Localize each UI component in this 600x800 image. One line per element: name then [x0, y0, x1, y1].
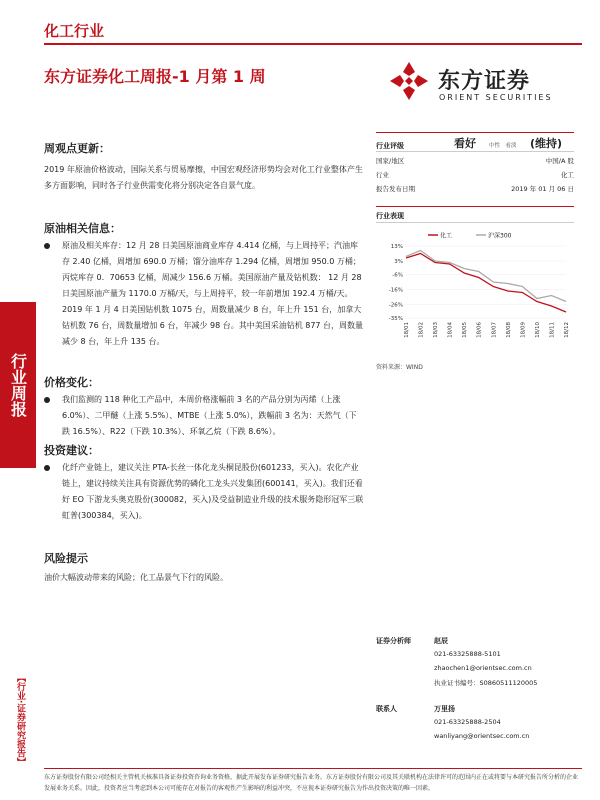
- report-title: 东方证券化工周报-1 月第 1 周: [44, 67, 266, 86]
- performance-heading: 行业表现: [376, 212, 404, 220]
- disclaimer-text: 东方证券股份有限公司经相关主管机关核准具备证券投资咨询业务资格，据此开展发布证券研究报告业务。东方证券股份有限公司及其关联机构在法律许可的范围内正在或将要与本研究报告所分析的企业发展业务关系。因此，投资者应当考虑到本公司可能存在对报告的客观性产生影响的利益冲突，不应视本证券研究报告为作出投资决策的唯一因素。: [44, 774, 579, 792]
- performance-chart: [376, 228, 574, 356]
- analyst-name: 赵辰: [434, 637, 448, 645]
- info-row: [376, 170, 574, 179]
- bullet-icon: [44, 243, 50, 249]
- legend-label: 沪深300: [488, 232, 512, 240]
- y-tick-label: 3%: [394, 259, 403, 265]
- view-body: 2019 年原油价格波动，国际关系与贸易摩擦，中国宏观经济形势均会对化工行业整体产生多方面影响，同时各子行业供需变化将分别决定各自景气度。: [44, 165, 363, 190]
- sector-label: 化工行业: [44, 22, 105, 40]
- rating-top-divider: [376, 132, 574, 133]
- x-tick-label: 18/07: [491, 322, 498, 338]
- company-logo: [388, 60, 568, 108]
- x-tick-label: 18/04: [447, 322, 454, 338]
- x-tick-label: 18/03: [433, 322, 440, 338]
- info-value: 化工: [561, 171, 574, 179]
- price-heading: 价格变化：: [44, 376, 99, 389]
- series-line: [406, 251, 566, 302]
- x-tick-label: 18/06: [476, 322, 483, 338]
- legend-label: 化工: [440, 232, 453, 240]
- info-key: 行业: [376, 171, 389, 179]
- header-divider: [44, 43, 582, 45]
- x-tick-label: 18/12: [564, 322, 570, 338]
- contact-phone: 021-63325888-2504: [434, 718, 501, 726]
- analyst-phone: 021-63325888-5101: [434, 650, 501, 658]
- performance-divider: [376, 206, 574, 207]
- rating-options: 中性 看淡: [489, 143, 517, 149]
- info-key: 国家/地区: [376, 157, 405, 165]
- analyst-role: 证券分析师: [376, 637, 411, 645]
- contact-email[interactable]: wanliyang@orientsec.com.cn: [434, 732, 530, 740]
- series-line: [406, 254, 566, 313]
- x-tick-label: 18/10: [534, 322, 541, 338]
- bullet-icon: [44, 465, 50, 471]
- y-tick-label: -16%: [388, 287, 403, 294]
- logo-name-cn: 东方证券: [438, 69, 531, 94]
- contact-role: 联系人: [376, 705, 397, 713]
- y-tick-label: -35%: [388, 316, 403, 322]
- analyst-email[interactable]: zhaochen1@orientsec.com.cn: [434, 664, 532, 672]
- x-tick-label: 18/05: [462, 322, 469, 338]
- rating-value: 看好: [454, 137, 476, 150]
- x-tick-label: 18/11: [549, 322, 556, 338]
- rating-label: 行业评级: [376, 142, 404, 150]
- x-tick-label: 18/02: [418, 322, 425, 338]
- view-heading: 周观点更新：: [44, 142, 110, 155]
- x-tick-label: 18/09: [520, 322, 527, 338]
- x-tick-label: 18/01: [404, 322, 410, 338]
- bullet-icon: [44, 397, 50, 403]
- info-value: 中国/A 股: [545, 157, 574, 165]
- report-category-tag: 【行业·证券研究报告】: [15, 673, 25, 767]
- rating-hold: (维持): [530, 137, 563, 150]
- footer-divider: [44, 768, 582, 769]
- chart-source: 资料来源：WIND: [376, 364, 423, 371]
- invest-bullet-text: 化纤产业链上，建议关注 PTA-长丝一体化龙头桐昆股份(601233，买入)。农化产业链上，建议持续关注具有资源优势的磷化工龙头兴发集团(600141，买入)。我们还看好 EO 下游龙头奥克股份(300082，买入)及受益制造业升级的技术服务隐形冠军三联虹普(300384，买入)。: [62, 463, 364, 520]
- risk-heading: 风险提示: [44, 552, 88, 565]
- info-key: 报告发布日期: [376, 185, 415, 193]
- logo-name-en: ORIENT SECURITIES: [439, 93, 553, 102]
- contact-name: 万里扬: [434, 705, 455, 713]
- info-row: [376, 184, 574, 193]
- rating-divider: [376, 151, 574, 152]
- orient-logo-icon: [388, 60, 430, 102]
- y-tick-label: -6%: [392, 272, 403, 279]
- report-type-banner: [0, 302, 36, 468]
- y-tick-label: 13%: [390, 244, 403, 250]
- crude-heading: 原油相关信息：: [44, 222, 121, 235]
- info-row: [376, 156, 574, 165]
- report-type-text: 行业周报: [8, 353, 28, 417]
- price-bullet-text: 我们监测的 118 种化工产品中，本周价格涨幅前 3 名的产品分别为丙烯（上涨 6.0%）、二甲醚（上涨 5.5%）、MTBE（上涨 5.0%），跌幅前 3 名为：天然气（下跌 16.5%）、R22（下跌 10.3%）、环氧乙烷（下跌 8.6%）。: [62, 395, 357, 436]
- invest-heading: 投资建议：: [44, 444, 99, 457]
- info-value: 2019 年 01 月 06 日: [511, 185, 574, 193]
- risk-body: 油价大幅波动带来的风险；化工品景气下行的风险。: [44, 573, 228, 582]
- x-tick-label: 18/08: [505, 322, 512, 338]
- analyst-license: 执业证书编号：S0860511120005: [434, 679, 538, 687]
- y-tick-label: -26%: [388, 302, 403, 309]
- crude-bullet-text: 原油及相关库存：12 月 28 日美国原油商业库存 4.414 亿桶，与上周持平；汽油库存 2.40 亿桶，周增加 690.0 万桶；馏分油库存 1.294 亿桶，周增加 950.0 万桶；丙烷库存 0．70653 亿桶，周减少 156.6 万桶。美国原油产量及钻机数： 12 月 28 日美国原油产量为 1170.0 万桶/天，与上周持平，较一年前增加 192.4 万桶/天。2019 年 1 月 4 日美国钻机数 1075 台，周数量减少 8 台，年上升 151 台，加拿大钻机数 76 台，周数量增加 6 台，年减少 98 台。其中美国采油钻机 877 台，周数量减少 8 台，年上升 135 台。: [62, 241, 364, 346]
- performance-sub-divider: [376, 222, 574, 223]
